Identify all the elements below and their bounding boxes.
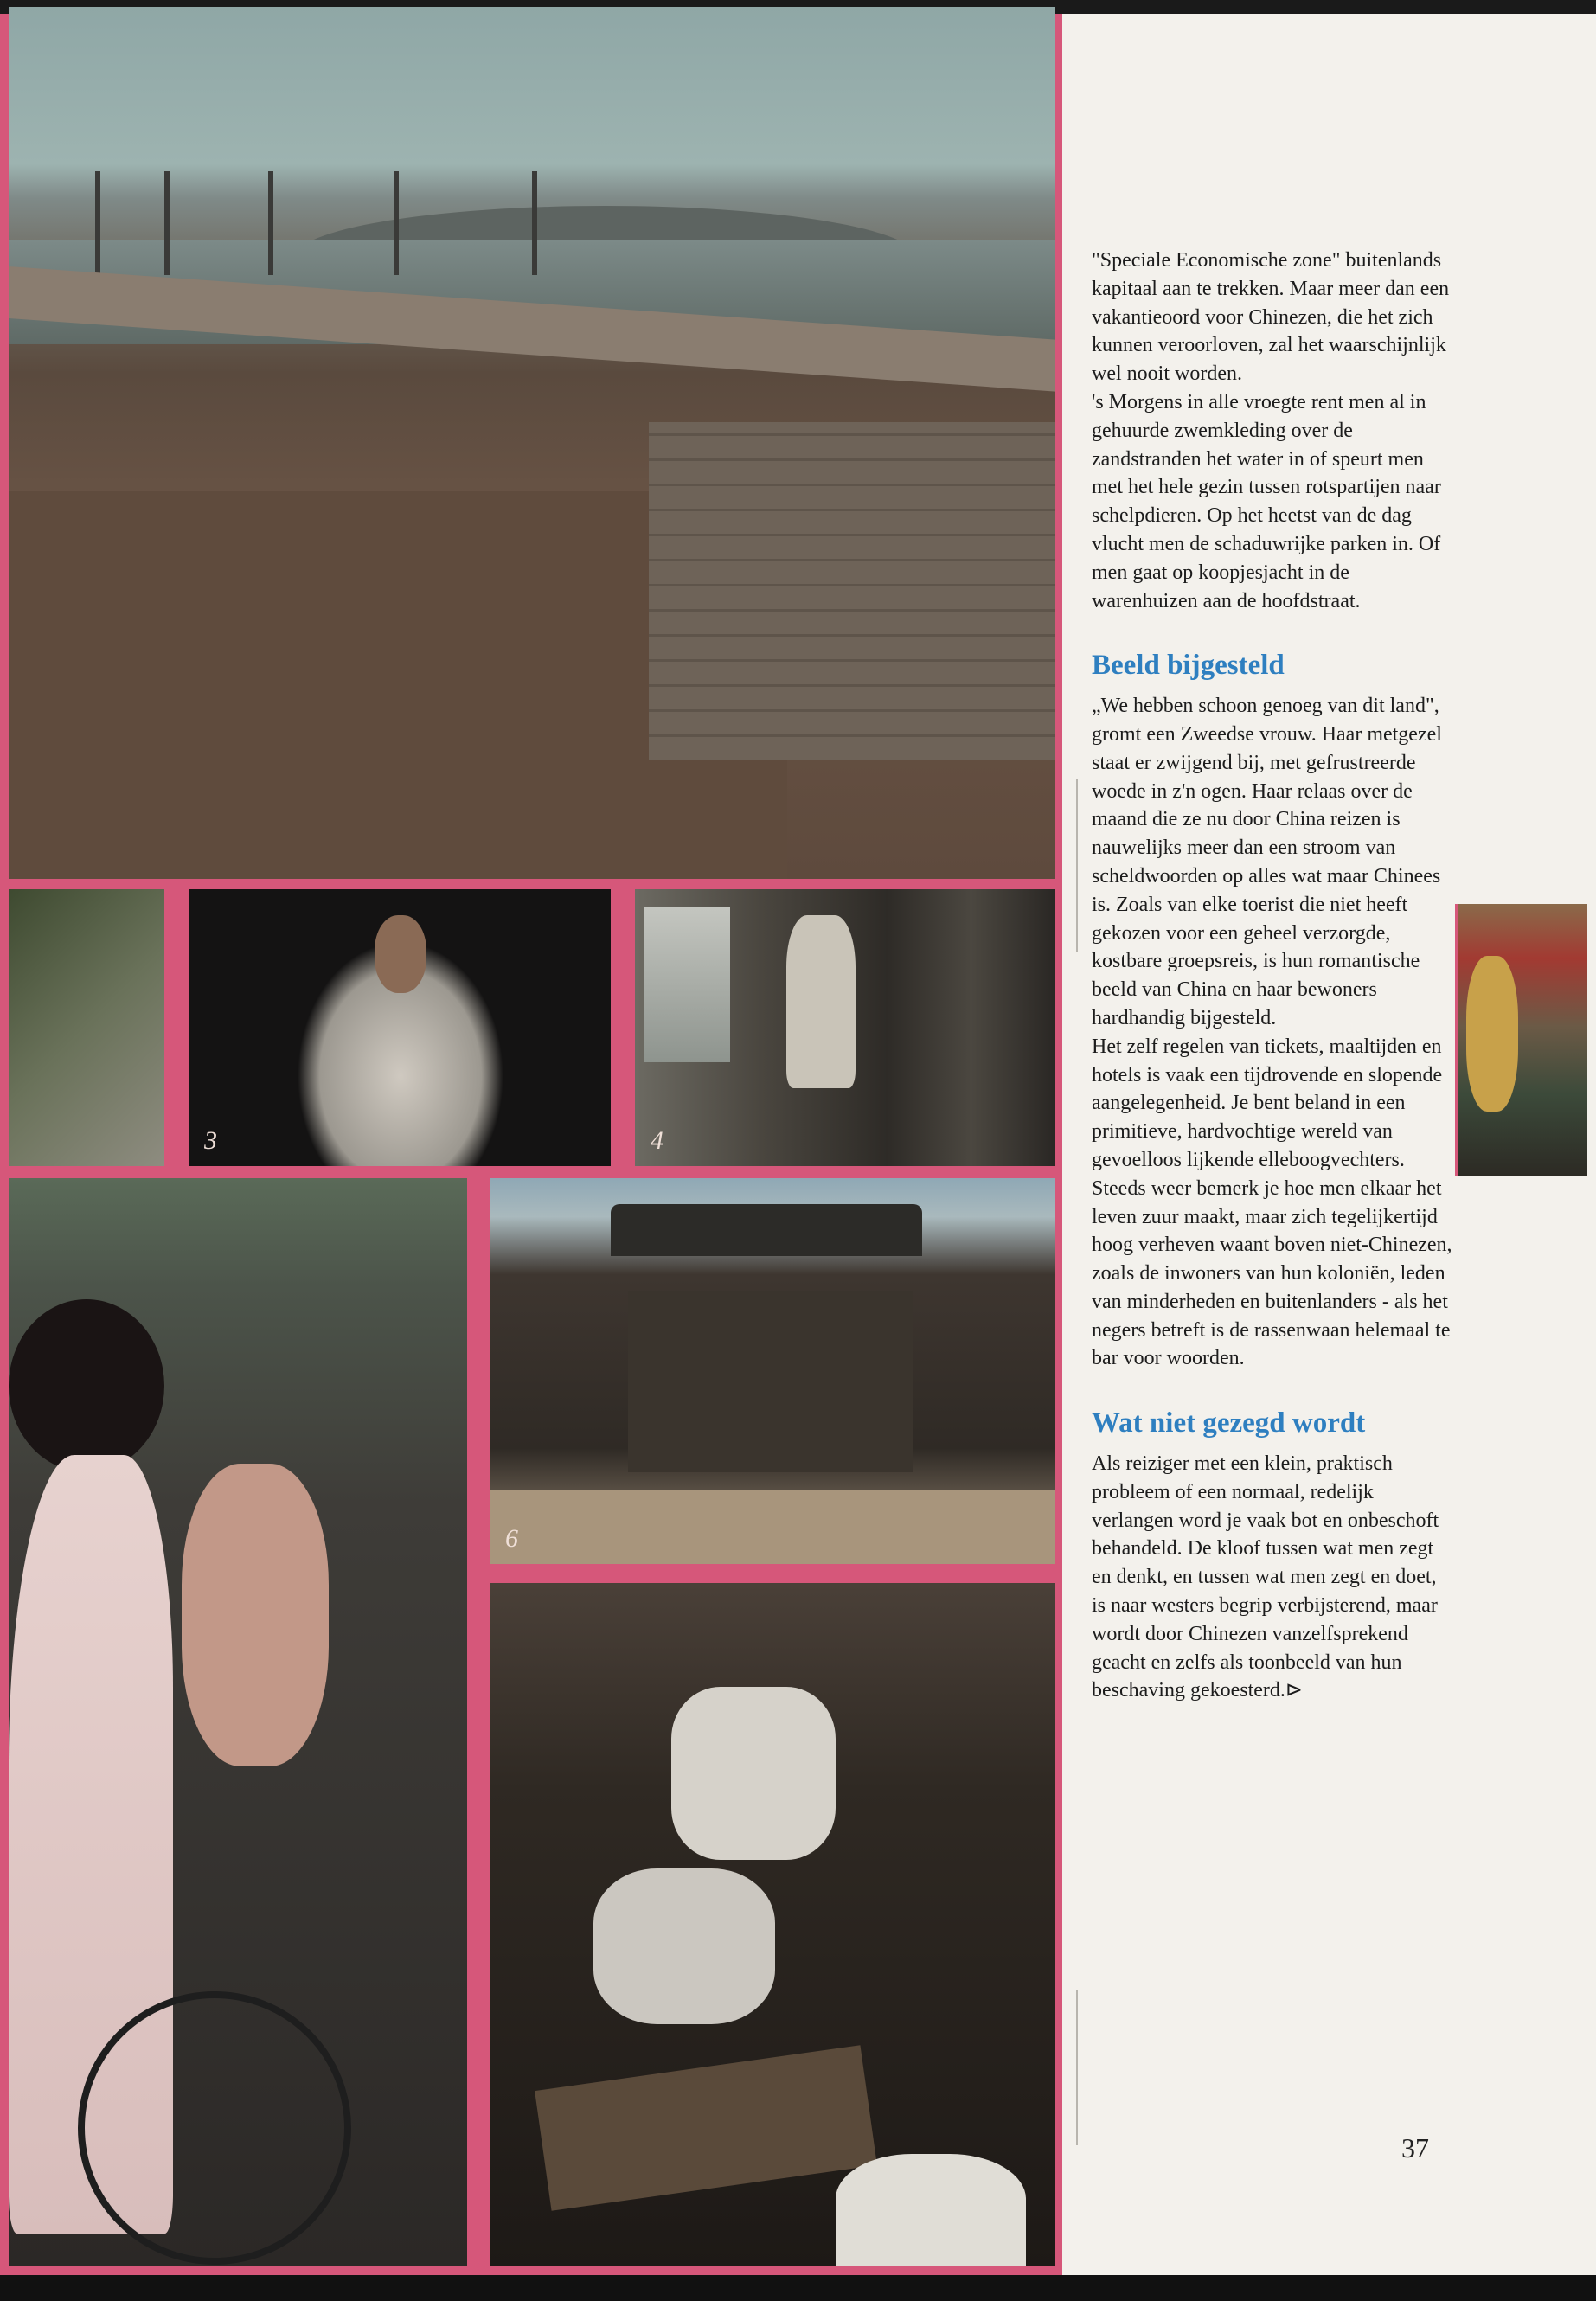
body-paragraph: Als reiziger met een klein, praktisch probleem of een normaal, redelijk verlangen word je vaak bot en onbeschoft behandeld. De kloof tussen wat men zegt en denkt, en tussen wat men zegt en doet, is naar westers begrip verbijsterend, maar wordt door Chinezen vanzelfsprekend geacht en zelfs als toonbeeld van hun beschaving gekoesterd.⊳ <box>1092 1452 1439 1702</box>
intro-paragraph: "Speciale Economische zone" buitenlands kapitaal aan te trekken. Maar meer dan een vakantieoord voor Chinezen, die het zich kunnen veroorloven, zal het waarschijnlijk wel nooit worden. 's Morgens in alle vroegte rent men al in gehuurde zwemkleding over de zandstranden het water in of speurt men met het hele gezin tussen rotspartijen naar schelpdieren. Op het heetst van de dag vlucht men de schaduwrijke parken in. Of men gaat op koopjesjacht in de warenhuizen aan de hoofdstraat. <box>1092 249 1450 612</box>
column-rule <box>1076 779 1078 952</box>
photo-caption-number: 6 <box>505 1524 518 1553</box>
photo-caption-number: 4 <box>651 1126 663 1155</box>
card-players-photo <box>490 1583 1055 2266</box>
shop-interior-photo <box>635 889 1055 1166</box>
beach-promenade-photo <box>9 7 1055 879</box>
article-text-column <box>1092 247 1455 1705</box>
body-paragraph: „We hebben schoon genoeg van dit land", gromt een Zweedse vrouw. Haar metgezel staat er zwijgend bij, met gefrustreerde woede in z'n ogen. Haar relaas over de maand die ze nu door China reizen is nauwelijks meer dan een stroom van scheldwoorden op alles wat maar Chinees is. Zoals van elke toerist die niet heeft gekozen voor een geheel verzorgde, kostbare groepsreis, is hun romantische beeld van China en haar bewoners hardhandig bijgesteld. Het zelf regelen van tickets, maaltijden en hotels is vaak een tijdrovende en slopende aangelegenheid. Je bent beland in een primitieve, hardvochtige wereld van gevoelloos lijkende elleboogvechters. Steeds weer bemerk je hoe men elkaar het leven zuur maakt, maar zich tegelijkertijd hoog verheven waant boven niet-Chinezen, zoals de inwoners van hun koloniën, leden van minderheden en buitenlanders - als het negers betreft is de rassenwaan helemaal te bar voor woorden. <box>1092 695 1452 1370</box>
page-number: 37 <box>1401 2132 1429 2163</box>
column-rule <box>1076 1990 1078 2145</box>
temple-gate-photo <box>490 1178 1055 1564</box>
section-heading: Beeld bijgesteld <box>1092 650 1285 682</box>
crowd-strip-photo <box>1455 904 1587 1176</box>
photo-caption-number: 3 <box>204 1126 217 1155</box>
mother-child-bicycle-photo <box>9 1178 467 2266</box>
tree-street-photo <box>9 889 164 1166</box>
bottom-scan-edge <box>0 2275 1596 2301</box>
section-heading: Wat niet gezegd wordt <box>1092 1407 1366 1439</box>
caped-figure-photo <box>189 889 611 1166</box>
